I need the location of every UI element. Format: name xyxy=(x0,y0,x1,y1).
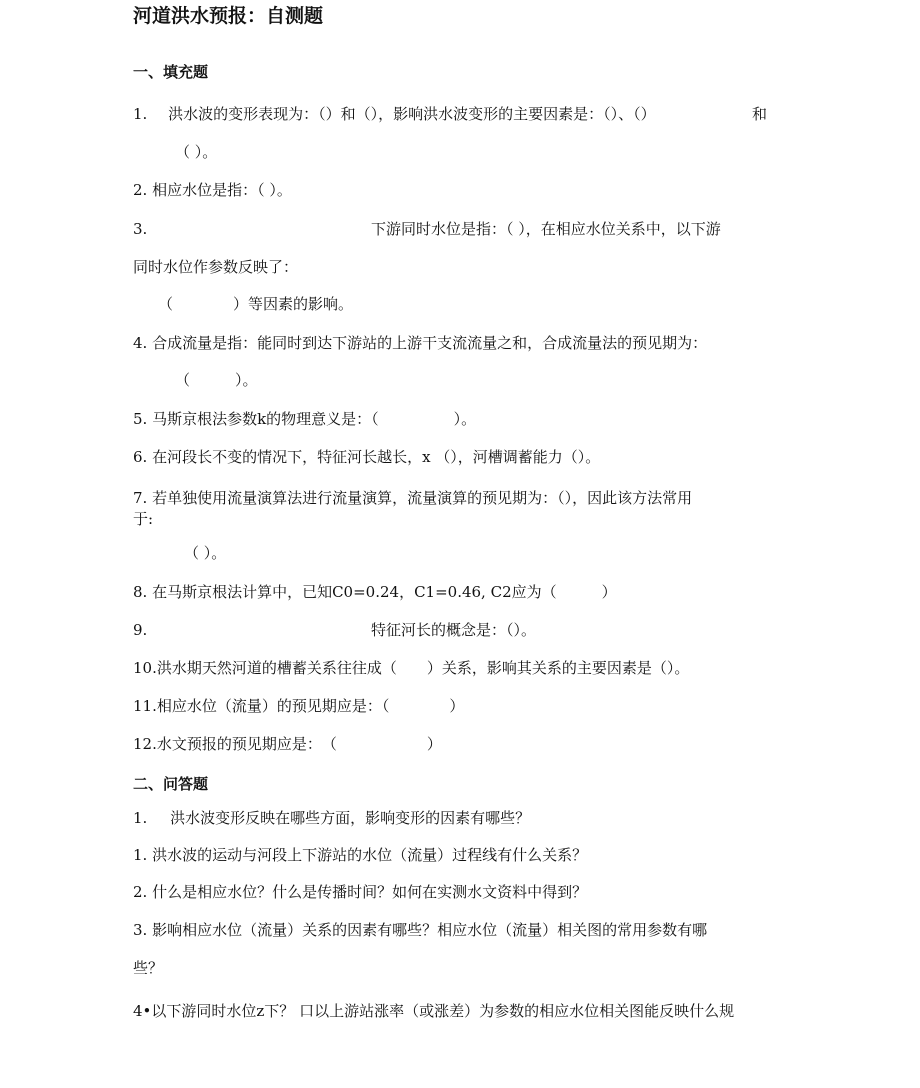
question-3-number: 3. xyxy=(133,220,148,238)
question-5: 5. 马斯京根法参数k的物理意义是：（ ）。 xyxy=(133,410,477,428)
question-3-continuation-2: （ ）等因素的影响。 xyxy=(158,295,354,313)
qa-question-1a xyxy=(133,808,530,828)
qa-question-3: 3. 影响相应水位（流量）关系的因素有哪些？相应水位（流量）相关图的常用参数有哪 xyxy=(133,921,708,939)
question-2: 2. 相应水位是指：（ ）。 xyxy=(133,181,292,199)
question-number: 1. xyxy=(133,105,148,123)
page-title: 河道洪水预报：自测题 xyxy=(133,5,324,27)
question-7: 7. 若单独使用流量演算法进行流量演算，流量演算的预见期为：（），因此该方法常用 xyxy=(133,489,693,507)
question-4: 4. 合成流量是指：能同时到达下游站的上游干支流流量之和，合成流量法的预见期为： xyxy=(133,334,708,352)
qa-question-3-continuation: 些？ xyxy=(133,959,164,977)
question-8: 8. 在马斯京根法计算中，已知C0=0.24，C1=0.46, C2应为（ ） xyxy=(133,583,617,601)
qa-question-2: 2. 什么是相应水位？什么是传播时间？如何在实测水文资料中得到？ xyxy=(133,883,588,901)
question-3-continuation: 同时水位作参数反映了： xyxy=(133,258,299,276)
question-12: 12.水文预报的预见期应是： （ ） xyxy=(133,735,442,753)
question-7-continuation-2: （ ）。 xyxy=(184,544,227,562)
section-heading-fill-in: 一、填充题 xyxy=(133,63,209,81)
question-11: 11.相应水位（流量）的预见期应是：（ ） xyxy=(133,697,465,715)
qa-question-4: 4•以下游同时水位z下？ 口以上游站涨率（或涨差）为参数的相应水位相关图能反映什么规 xyxy=(133,1002,735,1020)
question-7-continuation: 于: xyxy=(133,510,154,528)
question-10: 10.洪水期天然河道的槽蓄关系往往成（ ）关系，影响其关系的主要因素是（）。 xyxy=(133,659,690,677)
question-3: 下游同时水位是指：（ ），在相应水位关系中，以下游 xyxy=(371,220,721,238)
question-text: 洪水波变形反映在哪些方面，影响变形的因素有哪些？ xyxy=(170,809,531,827)
question-1-tail: 和 xyxy=(752,105,768,123)
question-text: 洪水波的变形表现为：（）和（），影响洪水波变形的主要因素是：（）、（） xyxy=(168,105,656,123)
question-6: 6. 在河段长不变的情况下，特征河长越长，x （），河槽调蓄能力（）。 xyxy=(133,448,601,466)
question-9: 特征河长的概念是：（）。 xyxy=(371,621,537,639)
question-number: 1. xyxy=(133,809,148,827)
question-9-number: 9. xyxy=(133,621,148,639)
section-heading-qa: 二、问答题 xyxy=(133,775,209,793)
question-4-continuation: （ ）。 xyxy=(175,371,258,389)
question-1 xyxy=(133,104,656,124)
qa-question-1b: 1. 洪水波的运动与河段上下游站的水位（流量）过程线有什么关系？ xyxy=(133,846,588,864)
question-1-continuation: （ ）。 xyxy=(175,143,218,161)
